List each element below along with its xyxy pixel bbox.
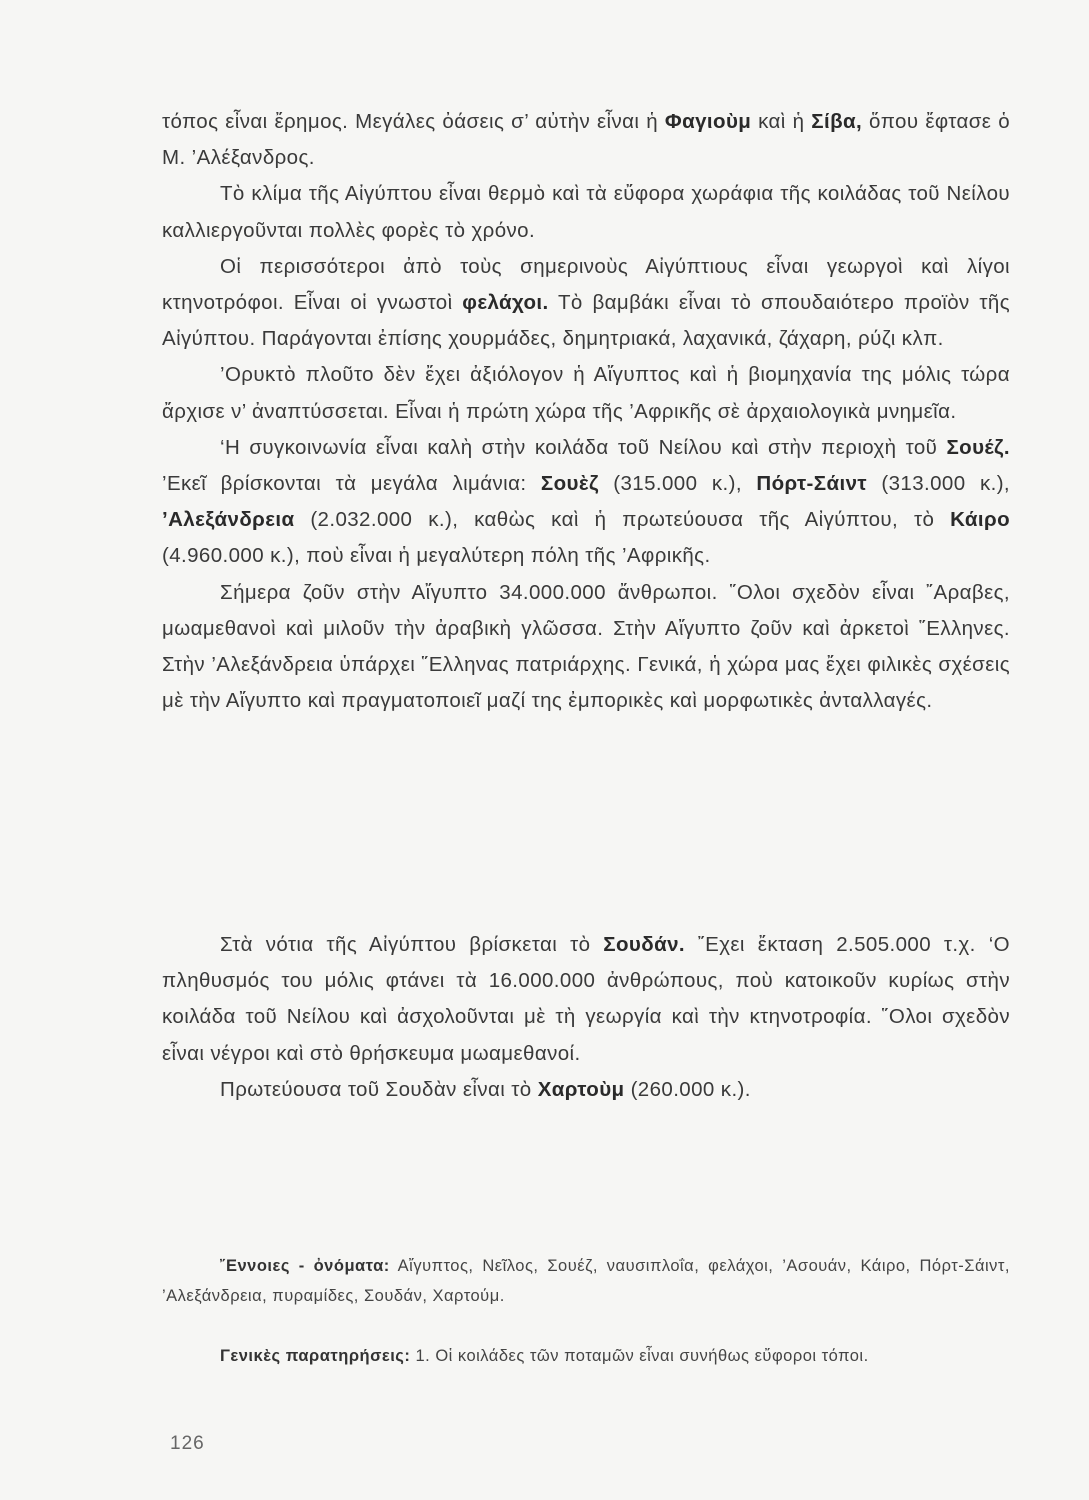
- bold-term: Σουὲζ: [540, 472, 599, 496]
- concepts-note: [162, 1251, 1010, 1311]
- observations-text: 1. Οἱ κοιλάδες τῶν ποταμῶν εἶναι συνήθως εὔφοροι τόποι.: [410, 1347, 869, 1365]
- observations-note: [162, 1341, 1010, 1371]
- text-run: ’Εκεῖ βρίσκονται τὰ μεγάλα λιμάνια:: [162, 472, 541, 496]
- bold-term: Φαγιοὺμ: [664, 110, 752, 133]
- text-run: Πρωτεύουσα τοῦ Σουδὰν εἶναι τὸ: [220, 1077, 538, 1101]
- paragraph: [162, 1072, 1010, 1108]
- concepts-label: ῎Εννοιες - ὀνόματα:: [220, 1257, 390, 1275]
- paragraph: [162, 176, 1010, 248]
- text-run: (313.000 κ.),: [866, 472, 1011, 496]
- text-run: Σήμερα ζοῦν στὴν Αἴγυπτο 34.000.000 ἄνθρωποι. ῞Ολοι σχεδὸν εἶναι ῎Αραβες, μωαμεθανοὶ καὶ μιλοῦν τὴν ἀραβικὴ γλῶσσα. Στὴν Αἴγυπτο ζοῦν καὶ ἀρκετοὶ ῞Ελληνες. Στὴν ’Αλεξάνδρεια ὑπάρχει ῞Ελληνας πατριάρχης. Γενικά, ἡ χώρα μας ἔχει φιλικὲς σχέσεις μὲ τὴν Αἴγυπτο καὶ πραγματοποιεῖ μαζί της ἐμπορικὲς καὶ μορφωτικὲς ἀνταλλαγές.: [162, 580, 1010, 713]
- text-run: Τὸ βαμβάκι εἶναι τὸ σπουδαιότερο προϊὸν τῆς Αἰγύπτου. Παράγονται ἐπίσης χουρμάδες, δημητριακά, λαχανικά, ζάχαρη, ρύζι κλπ.: [162, 291, 1010, 351]
- paragraph: [162, 430, 1010, 575]
- text-run: Στὰ νότια τῆς Αἰγύπτου βρίσκεται τὸ: [220, 933, 604, 956]
- bold-term: Σουδάν.: [603, 933, 685, 956]
- bold-term: Κάιρο: [950, 508, 1010, 532]
- text-run: (315.000 κ.),: [598, 472, 757, 496]
- text-run: καὶ ἡ: [751, 110, 812, 133]
- bold-term: Χαρτοὺμ: [537, 1077, 625, 1101]
- text-run: ’Ορυκτὸ πλοῦτο δὲν ἔχει ἀξιόλογον ἡ Αἴγυπτος καὶ ἡ βιομηχανία της μόλις τώρα ἄρχισε ν’ ἀναπτύσσεται. Εἶναι ἡ πρώτη χώρα τῆς ’Αφρικῆς σὲ ἀρχαιολογικὰ μνημεῖα.: [162, 363, 1010, 423]
- text-run: ‘Η συγκοινωνία εἶναι καλὴ στὴν κοιλάδα τοῦ Νείλου καὶ στὴν περιοχὴ τοῦ: [220, 435, 947, 459]
- text-run: Τὸ κλίμα τῆς Αἰγύπτου εἶναι θερμὸ καὶ τὰ εὔφορα χωράφια τῆς κοιλάδας τοῦ Νείλου καλλιεργοῦνται πολλὲς φορὲς τὸ χρόνο.: [162, 182, 1010, 242]
- bold-term: Πόρτ-Σάιντ: [756, 472, 867, 496]
- bold-term: ’Αλεξάνδρεια: [162, 508, 295, 532]
- paragraph: [162, 249, 1010, 358]
- paragraph: [162, 927, 1010, 1072]
- bold-term: Σίβα,: [811, 110, 863, 133]
- concepts-text: Αἴγυπτος, Νεῖλος, Σουέζ, ναυσιπλοΐα, φελάχοι, ’Ασουάν, Κάιρο, Πόρτ-Σάιντ, ’Αλεξάνδρεια, πυραμίδες, Σουδάν, Χαρτούμ.: [162, 1257, 1010, 1305]
- observations-label: Γενικὲς παρατηρήσεις:: [220, 1347, 411, 1365]
- text-run: (4.960.000 κ.), ποὺ εἶναι ἡ μεγαλύτερη πόλη τῆς ’Αφρικῆς.: [162, 544, 711, 568]
- page-number: 126: [170, 1433, 205, 1454]
- paragraph: [162, 357, 1010, 429]
- text-run: (260.000 κ.).: [624, 1077, 751, 1101]
- notes-section: [162, 1251, 1010, 1371]
- text-run: τόπος εἶναι ἔρημος. Μεγάλες ὀάσεις σ’ αὐτὴν εἶναι ἡ: [162, 110, 665, 133]
- bold-term: φελάχοι.: [462, 291, 549, 315]
- text-run: Οἱ περισσότεροι ἀπὸ τοὺς σημερινοὺς Αἰγύπτιους εἶναι γεωργοὶ καὶ λίγοι κτηνοτρόφοι. Εἶναι οἱ γνωστοὶ: [162, 254, 1010, 315]
- text-run: ὅπου ἔφτασε ὁ Μ. ’Αλέξανδρος.: [162, 110, 1010, 170]
- main-text-block: [162, 104, 1010, 719]
- bold-term: Σουέζ.: [946, 435, 1010, 459]
- paragraph: [162, 575, 1010, 720]
- text-run: ῎Εχει ἔκταση 2.505.000 τ.χ. ‘Ο πληθυσμός του μόλις φτάνει τὰ 16.000.000 ἀνθρώπους, ποὺ κατοικοῦν κυρίως στὴν κοιλάδα τοῦ Νείλου καὶ ἀσχολοῦνται μὲ τὴ γεωργία καὶ τὴν κτηνοτροφία. ῞Ολοι σχεδὸν εἶναι νέγροι καὶ στὸ θρήσκευμα μωαμεθανοί.: [162, 933, 1010, 1065]
- text-run: (2.032.000 κ.), καθὼς καὶ ἡ πρωτεύουσα τῆς Αἰγύπτου, τὸ: [294, 508, 951, 532]
- sudan-text-block: [162, 927, 1010, 1108]
- paragraph: [162, 104, 1010, 176]
